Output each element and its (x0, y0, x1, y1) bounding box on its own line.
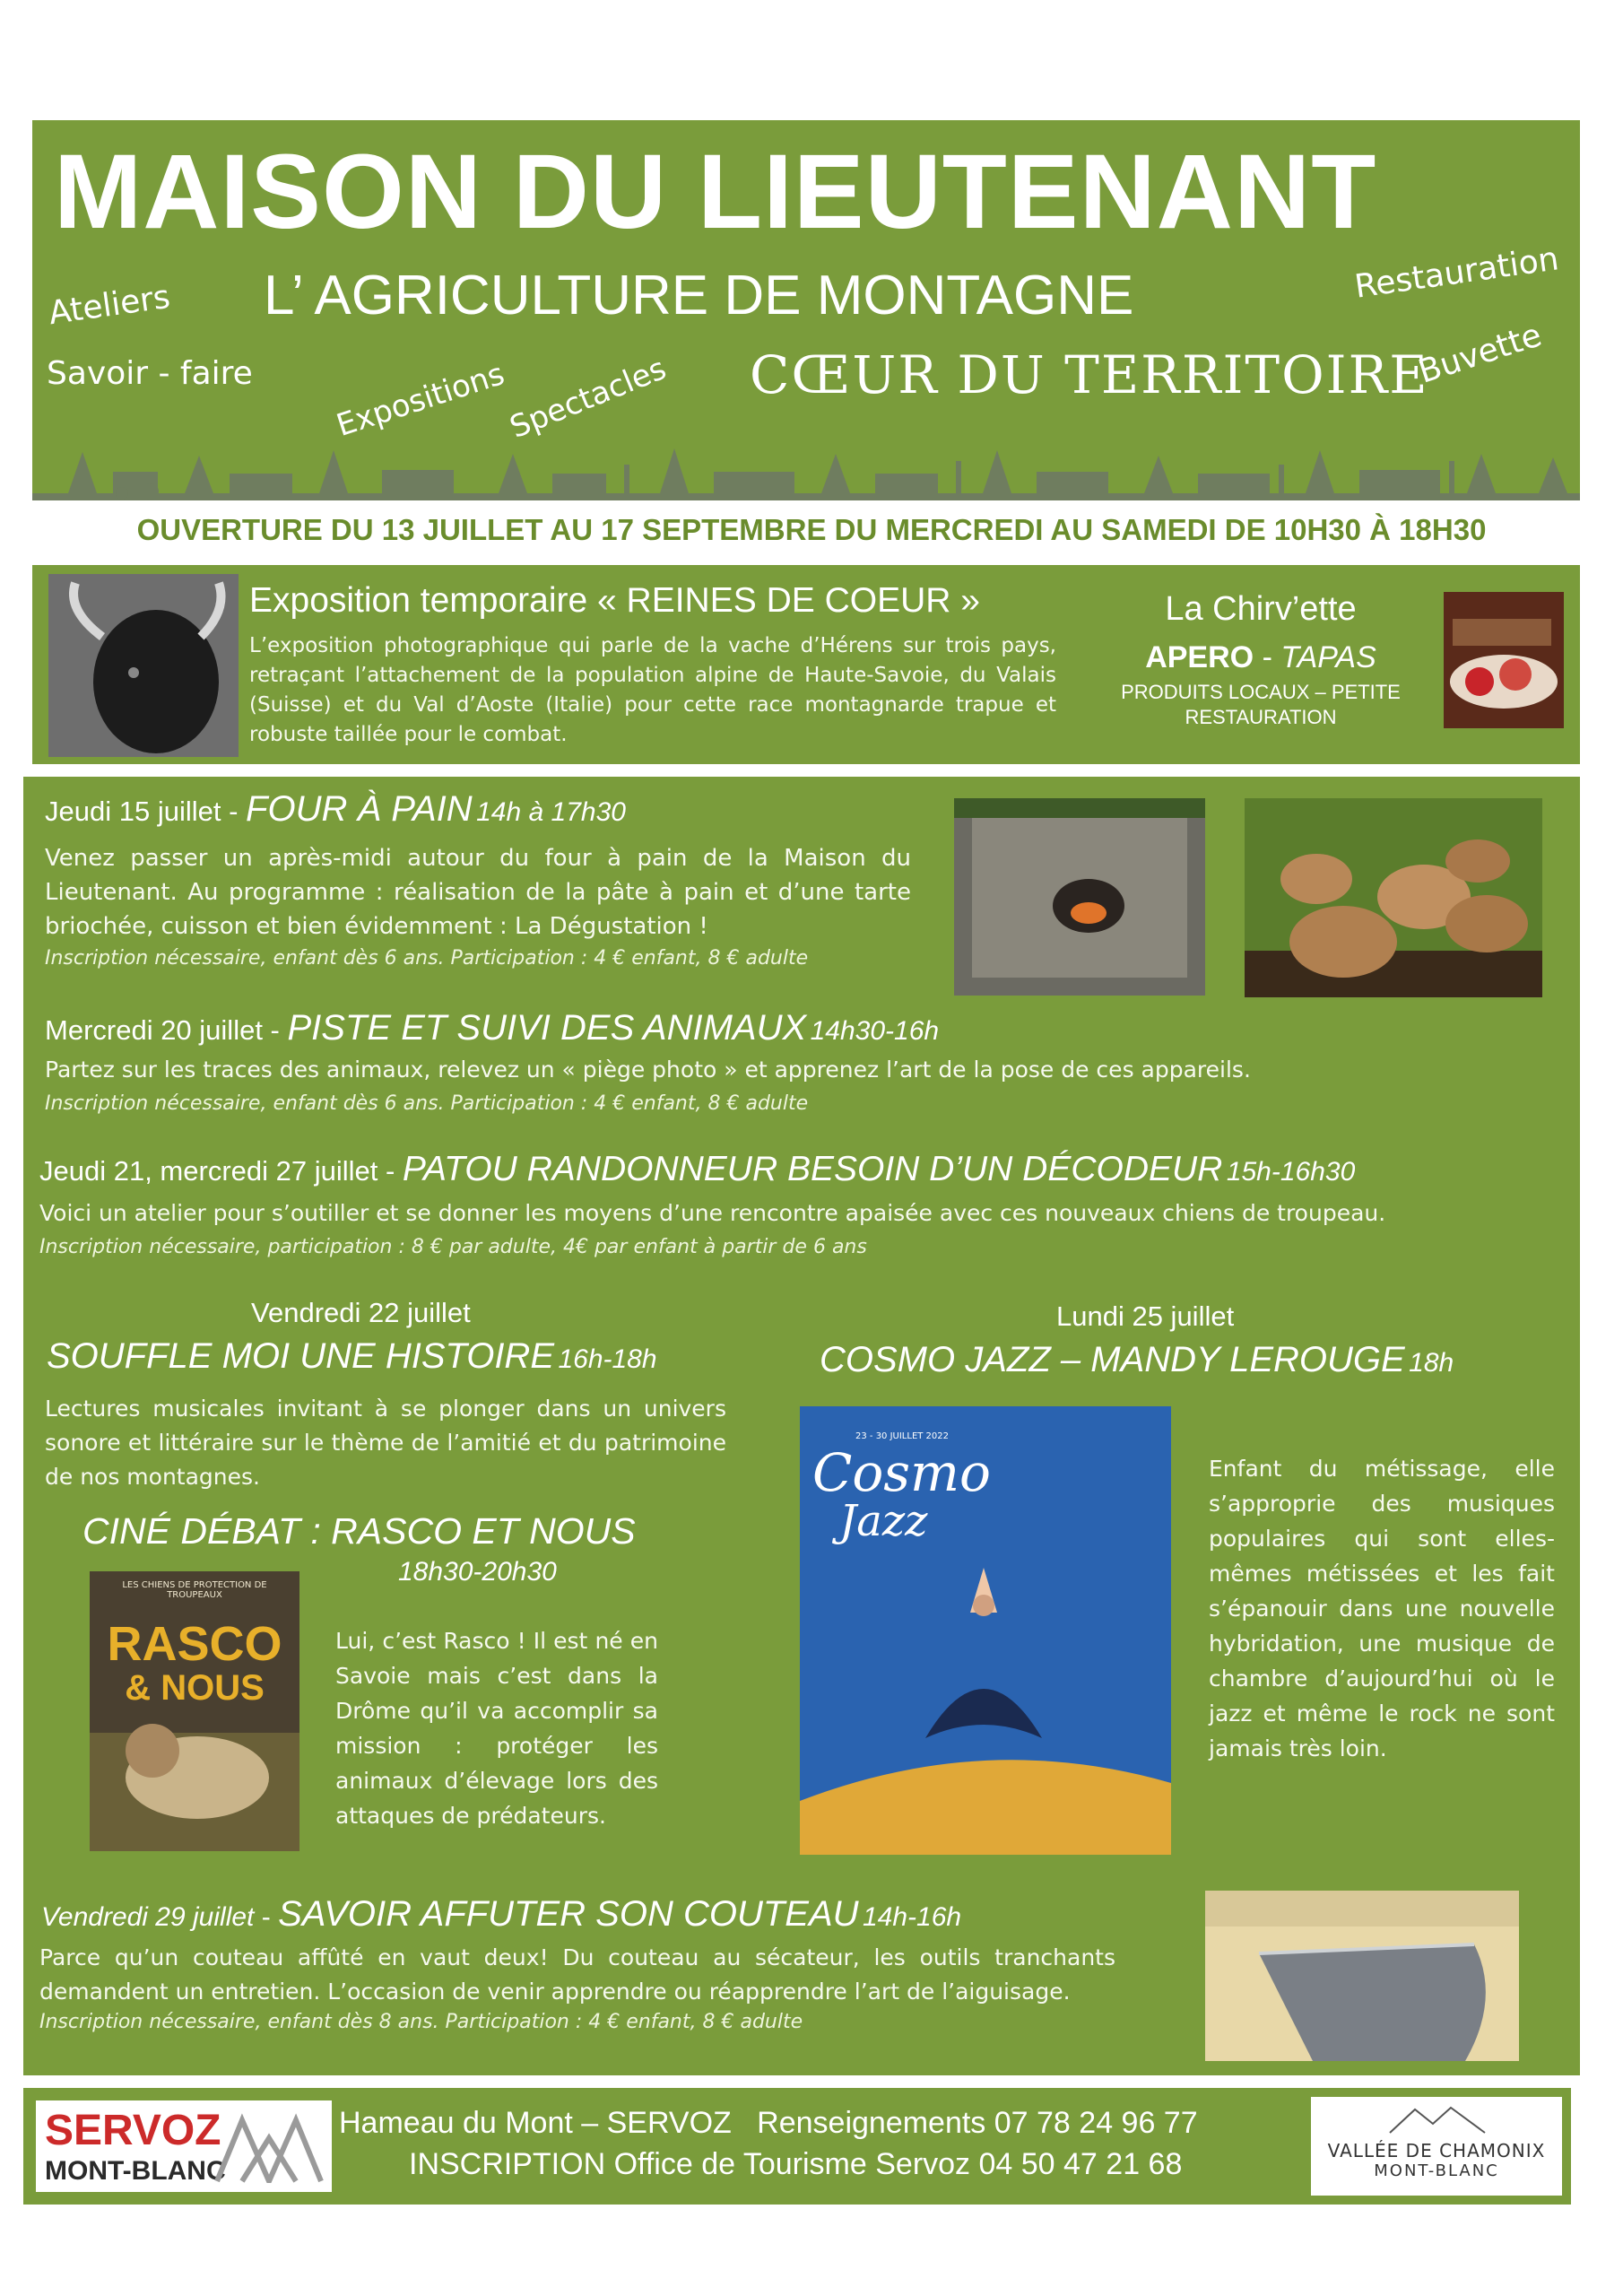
patou-time: 15h-16h30 (1226, 1157, 1356, 1187)
chirvette-name: La Chirv’ette (1165, 590, 1357, 628)
four-note: Inscription nécessaire, enfant dès 6 ans. Participation : 4 € enfant, 8 € adulte (45, 947, 809, 970)
couteau-text: Parce qu’un couteau affûté en vaut deux! Du couteau au sécateur, les outils tranchants demandent un entretien. L’occasion de venir apprendre ou réapprendre l’art de l’aiguisage. (39, 1944, 1115, 2005)
expo-section (32, 565, 1580, 764)
cow-photo (48, 574, 239, 757)
chirvette-products: PRODUITS LOCAUX – PETITE RESTAURATION (1121, 681, 1401, 728)
vallee-logo-box (1311, 2097, 1562, 2196)
four-title: FOUR À PAIN (246, 789, 473, 829)
piste-time: 14h30-16h (810, 1016, 940, 1046)
cine-time: 18h30-20h30 (398, 1557, 557, 1587)
footer-place: Hameau du Mont – SERVOZ (339, 2106, 732, 2140)
vallee-mountain-icon (1388, 2104, 1487, 2135)
expo-title: Exposition temporaire « REINES DE COEUR » (249, 581, 980, 620)
apero-line (1099, 640, 1422, 675)
souffle-header (47, 1336, 657, 1377)
piste-sep: - (262, 1014, 288, 1046)
tag-savoir-faire: Savoir - faire (47, 355, 253, 392)
cosmo-date: Lundi 25 juillet (1056, 1300, 1235, 1332)
footer-line1 (339, 2106, 1198, 2141)
tag-expositions: Expositions (332, 356, 509, 444)
tag-restauration: Restauration (1352, 240, 1561, 306)
cosmo-time: 18h (1409, 1348, 1454, 1378)
patou-note: Inscription nécessaire, participation : 8 € par adulte, 4€ par enfant à partir de 6 ans (39, 1236, 867, 1258)
cosmo-title: COSMO JAZZ – MANDY LEROUGE (820, 1340, 1405, 1379)
cosmo-poster-logo1: Cosmo (812, 1442, 991, 1503)
souffle-title: SOUFFLE MOI UNE HISTOIRE (47, 1336, 554, 1376)
four-date: Jeudi 15 juillet (45, 796, 221, 827)
rasco-poster-title1: RASCO (107, 1617, 282, 1671)
rasco-poster-title2: & NOUS (125, 1668, 265, 1708)
page-title: MAISON DU LIEUTENANT (54, 133, 1377, 251)
piste-header (45, 1008, 939, 1048)
rasco-poster (90, 1571, 299, 1851)
footer-line2: INSCRIPTION Office de Tourisme Servoz 04 50 47 21 68 (409, 2147, 1183, 2181)
oven-photo (954, 798, 1205, 996)
patou-sep: - (378, 1155, 403, 1187)
cine-text: Lui, c’est Rasco ! Il est né en Savoie mais c’est dans la Drôme qu’il va accomplir sa mission : protéger les animaux d’élevage lors des attaques de prédateurs. (335, 1628, 658, 1829)
expo-text: L’exposition photographique qui parle de la vache d’Hérens sur trois pays, retraçant l’attachement de la population alpine de Haute-Savoie, du Valais (Suisse) et du Val d’Aoste (Italie) pour cette race montagnarde trapue et robuste taillée pour le combat. (249, 634, 1056, 746)
piste-text: Partez sur les traces des animaux, relevez un « piège photo » et apprenez l’art de la pose de ces appareils. (45, 1057, 1251, 1083)
cosmo-poster-logo2: Jazz (839, 1496, 928, 1546)
cine-title: CINÉ DÉBAT : RASCO ET NOUS (82, 1510, 636, 1552)
patou-title: PATOU RANDONNEUR BESOIN D’UN DÉCODEUR (402, 1150, 1223, 1188)
couteau-sep: - (254, 1902, 279, 1932)
couteau-time: 14h-16h (863, 1902, 962, 1932)
four-sep: - (221, 796, 247, 827)
tag-buvette: Buvette (1414, 317, 1547, 391)
piste-title: PISTE ET SUIVI DES ANIMAUX (287, 1008, 807, 1048)
souffle-time: 16h-18h (558, 1344, 657, 1374)
cosmo-text: Enfant du métissage, elle s’approprie des musiques populaires qui sont elles-mêmes métissées et les fait s’épanouir dans une nouvelle hybridation, une musique de chambre d’aujourd’hui où le jazz et même le rock ne sont jamais très loin. (1209, 1456, 1555, 1761)
tag-ateliers: Ateliers (46, 278, 173, 333)
patou-date: Jeudi 21, mercredi 27 juillet (39, 1155, 378, 1187)
cosmo-header (820, 1340, 1454, 1380)
opening-hours: OUVERTURE DU 13 JUILLET AU 17 SEPTEMBRE DU MERCREDI AU SAMEDI DE 10H30 À 18H30 (136, 513, 1487, 546)
cosmo-poster (800, 1406, 1171, 1855)
couteau-note: Inscription nécessaire, enfant dès 8 ans. Participation : 4 € enfant, 8 € adulte (39, 2011, 803, 2033)
four-header (45, 789, 626, 830)
patou-header (39, 1150, 1355, 1189)
couteau-date: Vendredi 29 juillet (41, 1902, 255, 1932)
cosmo-poster-dates: 23 - 30 JUILLET 2022 (855, 1431, 950, 1441)
souffle-text: Lectures musicales invitant à se plonger dans un univers sonore et littéraire sur le thème de l’amitié et du patrimoine de nos montagnes. (45, 1396, 726, 1490)
servoz-logo-box (36, 2100, 332, 2192)
events-section (23, 777, 1580, 2075)
four-text: Venez passer un après-midi autour du four à pain de la Maison du Lieutenant. Au programme : réalisation de la pâte à pain et d’une tarte briochée, cuisson et bien évidemment : La Dégustation ! (45, 845, 911, 940)
patou-text: Voici un atelier pour s’outiller et se donner les moyens d’une rencontre apaisée avec ces nouveaux chiens de troupeau. (39, 1200, 1386, 1226)
servoz-logo-bottom: MONT-BLANC (45, 2156, 226, 2186)
bread-photo (1245, 798, 1542, 997)
footer (23, 2088, 1571, 2205)
header-banner (32, 120, 1580, 500)
tapas-label: TAPAS (1280, 640, 1376, 674)
farm-silhouettes (32, 434, 1580, 500)
couteau-header (41, 1894, 961, 1935)
apero-dash: - (1254, 640, 1281, 674)
piste-date: Mercredi 20 juillet (45, 1014, 263, 1046)
servoz-mountain-icon (213, 2111, 325, 2183)
footer-info: Renseignements 07 78 24 96 77 (757, 2106, 1198, 2140)
four-time: 14h à 17h30 (476, 797, 626, 827)
piste-note: Inscription nécessaire, enfant dès 6 ans. Participation : 4 € enfant, 8 € adulte (45, 1092, 809, 1115)
knife-photo (1205, 1891, 1519, 2061)
servoz-logo-top: SERVOZ (45, 2107, 221, 2154)
slogan: CŒUR DU TERRITOIRE (750, 344, 1429, 405)
tag-spectacles: Spectacles (505, 351, 672, 446)
vallee-line2: MONT-BLANC (1374, 2161, 1499, 2180)
souffle-date: Vendredi 22 juillet (251, 1297, 471, 1328)
vallee-line1: VALLÉE DE CHAMONIX (1327, 2140, 1546, 2161)
rasco-poster-top: LES CHIENS DE PROTECTION DE TROUPEAUX (122, 1580, 267, 1600)
tapas-photo (1444, 592, 1564, 728)
couteau-title: SAVOIR AFFUTER SON COUTEAU (278, 1894, 859, 1934)
subtitle: L’ AGRICULTURE DE MONTAGNE (264, 265, 1134, 326)
apero-label: APERO (1145, 640, 1254, 674)
